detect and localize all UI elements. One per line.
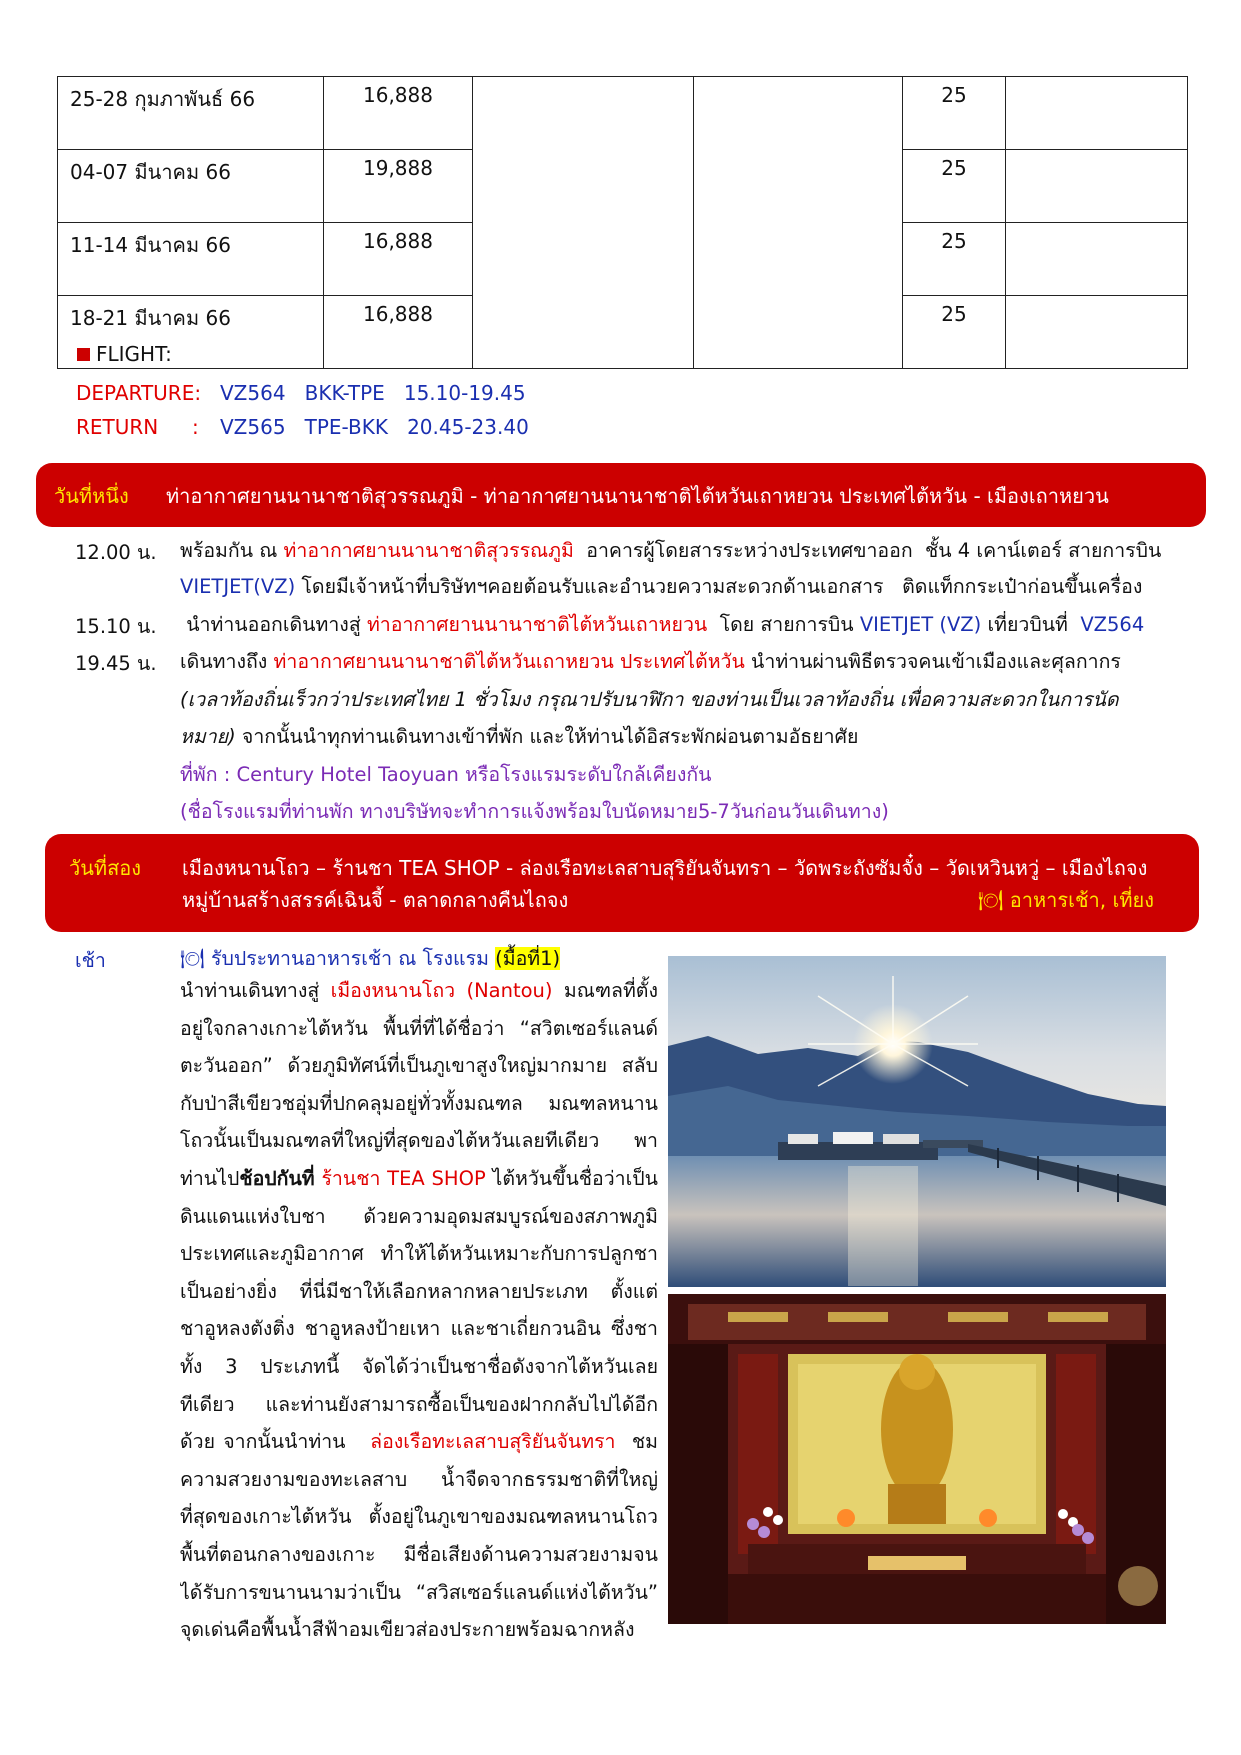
empty-cell <box>694 77 903 369</box>
flight-heading: FLIGHT: <box>77 342 172 366</box>
text-line: อยู่ใจกลางเกาะไต้หวัน พื้นที่ที่ได้ชื่อว่า “สวิตเซอร์แลนด์ <box>180 1016 658 1040</box>
itinerary-note: (เวลาท้องถิ่นเร็วกว่าประเทศไทย 1 ชั่วโมง กรุณาปรับนาฬิกา ของท่านเป็นเวลาท้องถิ่น เพื่อความสะดวกในการนัด <box>180 688 1119 711</box>
time-1200: 12.00 น. <box>75 541 157 564</box>
text-line: ทั้ง 3 ประเภทนี้ จัดได้ว่าเป็นชาชื่อดังจากไต้หวันเลย <box>180 1354 658 1378</box>
price-cell: 16,888 <box>324 77 473 150</box>
day2-label: วันที่สอง <box>69 856 142 880</box>
return-line <box>76 415 529 439</box>
price-table <box>57 76 1188 369</box>
text-line: ความสวยงามของทะเลสาบ น้ำจืดจากธรรมชาติที่ใหญ่ <box>180 1467 658 1491</box>
table-row <box>58 77 1188 150</box>
text-line: ทีเดียว และท่านยังสามารถซื้อเป็นของฝากกลับไปได้อีก <box>180 1392 658 1416</box>
text-line: ด้วย จากนั้นนำท่าน ล่องเรือทะเลสาบสุริยันจันทรา ชม <box>180 1430 658 1454</box>
place-name: ร้านชา TEA SHOP <box>321 1166 486 1190</box>
flight-number: VZ564 <box>1080 613 1145 636</box>
hotel-note: (ชื่อโรงแรมที่ท่านพัก ทางบริษัทจะทำการแจ้งพร้อมใบนัดหมาย5-7วันก่อนวันเดินทาง) <box>180 800 889 823</box>
text-line: เป็นอย่างยิ่ง ที่นี่มีชาให้เลือกหลากหลายประเภท ตั้งแต่ <box>180 1279 658 1303</box>
day2-title-line2: หมู่บ้านสร้างสรรค์เฉินจี้ - ตลาดกลางคืนไถจง <box>182 888 569 912</box>
day1-title: ท่าอากาศยานนานาชาติสุวรรณภูมิ - ท่าอากาศยานนานาชาติไต้หวันเถาหยวน ประเทศไต้หวัน - เมืองเถาหยวน <box>166 484 1109 508</box>
temple-altar-image <box>668 1294 1166 1624</box>
empty-cell <box>473 77 694 369</box>
day2-description <box>180 972 658 1649</box>
empty-cell <box>1006 296 1188 369</box>
lake-sunrise-image <box>668 956 1166 1287</box>
date-cell: 11-14 มีนาคม 66 <box>58 223 324 296</box>
day2-banner <box>45 834 1199 932</box>
temple-photo <box>668 1294 1166 1624</box>
hotel-line: ที่พัก : Century Hotel Taoyuan หรือโรงแรมระดับใกล้เคียงกัน <box>180 763 712 786</box>
time-1945: 19.45 น. <box>75 652 157 675</box>
seats-cell: 25 <box>903 296 1006 369</box>
empty-cell <box>1006 150 1188 223</box>
departure-line <box>76 381 526 405</box>
plate-icon: 🍽 <box>180 947 205 970</box>
day1-banner <box>36 463 1206 527</box>
empty-cell <box>1006 77 1188 150</box>
itinerary-line: พร้อมกัน ณ ท่าอากาศยานนานาชาติสุวรรณภูมิ อาคารผู้โดยสารระหว่างประเทศขาออก ชั้น 4 เคาน์เตอร์ สายการบิน <box>180 539 1162 562</box>
square-bullet-icon <box>77 348 90 361</box>
sun-moon-lake-photo <box>668 956 1166 1287</box>
seats-cell: 25 <box>903 77 1006 150</box>
day2-title-line1: เมืองหนานโถว – ร้านชา TEA SHOP - ล่องเรือทะเลสาบสุริยันจันทรา – วัดพระถังซัมจั๋ง – วัดเหวินหวู่ – เมืองไถจง <box>182 856 1148 880</box>
price-cell: 16,888 <box>324 296 473 369</box>
date-cell: 18-21 มีนาคม 66 <box>58 296 324 369</box>
text-line: ประเทศและภูมิอากาศ ทำให้ไต้หวันเหมาะกับการปลูกชา <box>180 1242 658 1266</box>
text-line: ได้รับการขนานนามว่าเป็น “สวิสเซอร์แลนด์แห่งไต้หวัน” <box>180 1580 658 1604</box>
breakfast-line: 🍽 รับประทานอาหารเช้า ณ โรงแรม (มื้อที่1) <box>180 947 561 970</box>
itinerary-line: หมาย) จากนั้นนำทุกท่านเดินทางเข้าที่พัก และให้ท่านได้อิสระพักผ่อนตามอัธยาศัย <box>180 725 859 748</box>
date-cell: 25-28 กุมภาพันธ์ 66 <box>58 77 324 150</box>
time-1510: 15.10 น. <box>75 615 157 638</box>
departure-label: DEPARTURE: <box>76 381 202 405</box>
airport-name: ท่าอากาศยานนานาชาติไต้หวันเถาหยวน ประเทศไต้หวัน <box>273 650 745 673</box>
price-cell: 19,888 <box>324 150 473 223</box>
return-colon: : <box>192 415 199 439</box>
empty-cell <box>1006 223 1188 296</box>
date-cell: 04-07 มีนาคม 66 <box>58 150 324 223</box>
airport-name: ท่าอากาศยานนานาชาติไต้หวันเถาหยวน <box>366 613 708 636</box>
place-name: ล่องเรือทะเลสาบสุริยันจันทรา <box>370 1430 616 1454</box>
meals-info: 🍽 อาหารเช้า, เที่ยง <box>978 888 1155 912</box>
seats-cell: 25 <box>903 150 1006 223</box>
text-line: ตะวันออก” ด้วยภูมิทัศน์ที่เป็นภูเขาสูงใหญ่มากมาย สลับ <box>180 1054 658 1078</box>
text-line: นำท่านเดินทางสู่ เมืองหนานโถว (Nantou) มณฑลที่ตั้ง <box>180 979 658 1002</box>
text-line: กับป่าสีเขียวชอุ่มที่ปกคลุมอยู่ทั่วทั้งมณฑล มณฑลหนาน <box>180 1091 658 1115</box>
morning-label: เช้า <box>75 949 106 972</box>
price-cell: 16,888 <box>324 223 473 296</box>
plate-icon: 🍽 <box>978 888 1004 912</box>
return-label: RETURN <box>76 415 159 439</box>
departure-value: VZ564 BKK-TPE 15.10-19.45 <box>220 381 526 405</box>
airline-name: VIETJET(VZ) <box>180 575 296 598</box>
place-name: เมืองหนานโถว (Nantou) <box>330 979 553 1002</box>
itinerary-line: เดินทางถึง ท่าอากาศยานนานาชาติไต้หวันเถาหยวน ประเทศไต้หวัน นำท่านผ่านพิธีตรวจคนเข้าเมืองและศุลกากร <box>180 650 1121 673</box>
seats-cell: 25 <box>903 223 1006 296</box>
itinerary-line: VIETJET(VZ) โดยมีเจ้าหน้าที่บริษัทฯคอยต้อนรับและอำนวยความสะดวกด้านเอกสาร ติดแท็กกระเป๋าก่อนขึ้นเครื่อง <box>180 575 1143 598</box>
text-line: โถวนั้นเป็นมณฑลที่ใหญ่ที่สุดของไต้หวันเลยทีเดียว พา <box>180 1129 658 1153</box>
text-line: ท่านไปช้อปกันที่ ร้านชา TEA SHOP ไต้หวันขึ้นชื่อว่าเป็น <box>180 1166 658 1190</box>
day1-label: วันที่หนึ่ง <box>54 484 129 508</box>
return-value: VZ565 TPE-BKK 20.45-23.40 <box>220 415 529 439</box>
text-line: ชาอูหลงตังติ่ง ชาอูหลงป้ายเหา และชาเถี่ยกวนอิน ซึ่งชา <box>180 1317 658 1341</box>
airport-name: ท่าอากาศยานนานาชาติสุวรรณภูมิ <box>283 539 574 562</box>
meal-number: (มื้อที่1) <box>495 947 561 970</box>
text-line: ที่สุดของเกาะไต้หวัน ตั้งอยู่ในภูเขาของมณฑลหนานโถว <box>180 1505 658 1529</box>
text-line: ดินแดนแห่งใบชา ด้วยความอุดมสมบูรณ์ของสภาพภูมิ <box>180 1204 658 1228</box>
text-line: พื้นที่ตอนกลางของเกาะ มีชื่อเสียงด้านความสวยงามจน <box>180 1542 658 1566</box>
text-line: จุดเด่นคือพื้นน้ำสีฟ้าอมเขียวส่องประกายพร้อมฉากหลัง <box>180 1618 635 1642</box>
itinerary-line: นำท่านออกเดินทางสู่ ท่าอากาศยานนานาชาติไต้หวันเถาหยวน โดย สายการบิน VIETJET (VZ) เที่ยวบินที่ VZ564 <box>180 613 1145 636</box>
airline-name: VIETJET (VZ) <box>859 613 982 636</box>
